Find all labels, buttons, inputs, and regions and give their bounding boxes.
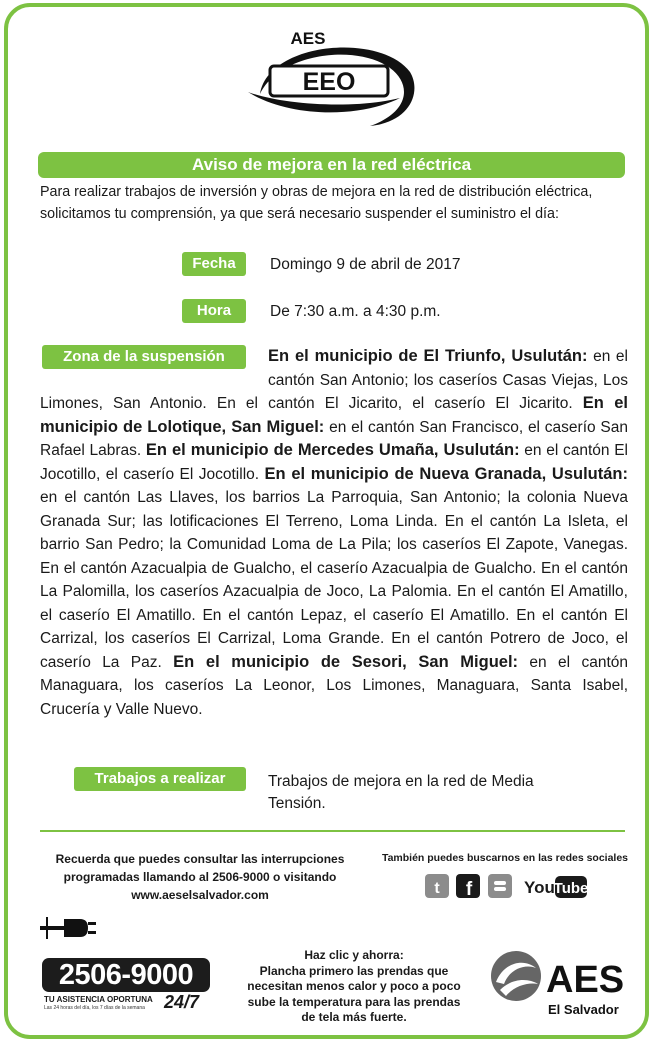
trabajos-label: Trabajos a realizar [74, 767, 246, 791]
twitter-icon[interactable] [425, 872, 449, 900]
zona-label: Zona de la suspensión [42, 345, 246, 369]
tip-line-1: Haz clic y ahorra: [304, 948, 404, 962]
energy-tip [238, 948, 470, 1026]
contact-line-1: Recuerda que puedes consultar las interrupciones [55, 852, 345, 866]
municipality-heading: En el municipio de Nueva Granada, Usulután: [264, 464, 628, 483]
svg-text:t: t [434, 880, 440, 897]
location-list: en el cantón San Francisco, el caserío San Rafael Labras. [40, 418, 628, 459]
social-label: También puedes buscarnos en las redes sociales [381, 852, 629, 864]
municipality-heading: En el municipio de Sesori, San Miguel: [173, 652, 519, 671]
tip-line-4: sube la temperatura para las prendas [247, 994, 461, 1009]
svg-text:You: You [524, 878, 555, 897]
municipality-heading: En el municipio de Lolotique, San Miguel: [40, 394, 628, 436]
location-list: en el cantón Managuara, los caseríos La Leonor, Los Limones, Managuara, Santa Isabel, Crucería y Valle Nuevo. [40, 653, 628, 718]
fecha-label: Fecha [182, 252, 246, 276]
hora-label: Hora [182, 299, 246, 323]
contact-info [40, 850, 360, 904]
svg-text:EEO: EEO [302, 68, 356, 96]
badge-24-7: 24/7 [164, 992, 200, 1012]
notice-title: Aviso de mejora en la red eléctrica [38, 152, 625, 178]
facebook-icon[interactable] [456, 872, 480, 900]
youtube-icon[interactable] [522, 872, 588, 900]
divider [40, 830, 625, 832]
aes-el-salvador-logo [490, 948, 630, 1020]
plug-icon [40, 913, 96, 943]
municipality-heading: En el municipio de El Triunfo, Usulután: [268, 347, 588, 365]
fecha-value: Domingo 9 de abril de 2017 [270, 256, 461, 273]
aes-top-label: AES [290, 29, 326, 48]
location-list: en el cantón El Jocotillo, el caserío El Jocotillo. [40, 442, 628, 483]
svg-text:El Salvador: El Salvador [548, 1002, 619, 1017]
tip-line-3: necesitan menos calor y poco a poco [247, 979, 461, 993]
contact-line-2: programadas llamando al 2506-9000 o visitando [63, 870, 337, 884]
location-list: en el cantón San Antonio; los caseríos Casas Viejas, Los Limones, San Antonio. En el cantón El Jicarito, el caserío El Jicarito. [40, 348, 628, 412]
municipality-heading: En el municipio de Mercedes Umaña, Usulután: [145, 441, 520, 459]
phone-number[interactable]: 2506-9000 [42, 958, 210, 992]
hora-value: De 7:30 a.m. a 4:30 p.m. [270, 303, 441, 320]
blogger-icon[interactable] [488, 872, 512, 900]
zona-details [40, 345, 628, 721]
trabajos-value: Trabajos de mejora en la red de Media Tensión. [268, 773, 534, 812]
assist-label: TU ASISTENCIA OPORTUNA [44, 995, 153, 1004]
website-link[interactable]: www.aeselsalvador.com [131, 888, 269, 902]
tip-line-5: de tela más fuerte. [301, 1010, 407, 1024]
location-list: en el cantón Las Llaves, los barrios La Parroquia, San Antonio; la colonia Nueva Granada Sur; las lotificaciones El Terreno, Loma Linda. En el cantón La Isleta, el barrio San Pedro; la Comunidad Loma de La Pila; los caseríos El Zapote, Vanegas. En el cantón Azacualpia de Gualcho, el caserío Azacualpia de Gualcho. En el cantón La Palomilla, los caseríos Azacualpia de Joco, La Palomia. En el cantón El Amatillo, el caserío El Amatillo. En el cantón Lepaz, el caserío El Amatillo. En el cantón El Carrizal, los caseríos El Carrizal, Loma Grande. En el cantón Potrero de Joco, el caserío La Paz. [40, 489, 628, 671]
svg-text:Tube: Tube [553, 880, 588, 897]
assist-subtext: Las 24 horas del día, los 7 días de la semana [44, 1005, 145, 1011]
tip-line-2: Plancha primero las prendas que [259, 963, 449, 978]
aes-eeo-logo [240, 22, 420, 134]
svg-text:AES: AES [546, 959, 625, 1001]
svg-text:f: f [465, 879, 473, 900]
intro-text: Para realizar trabajos de inversión y obras de mejora en la red de distribución eléctrica, solicitamos tu comprensión, ya que será necesario suspender el suministro el día: [40, 184, 593, 222]
